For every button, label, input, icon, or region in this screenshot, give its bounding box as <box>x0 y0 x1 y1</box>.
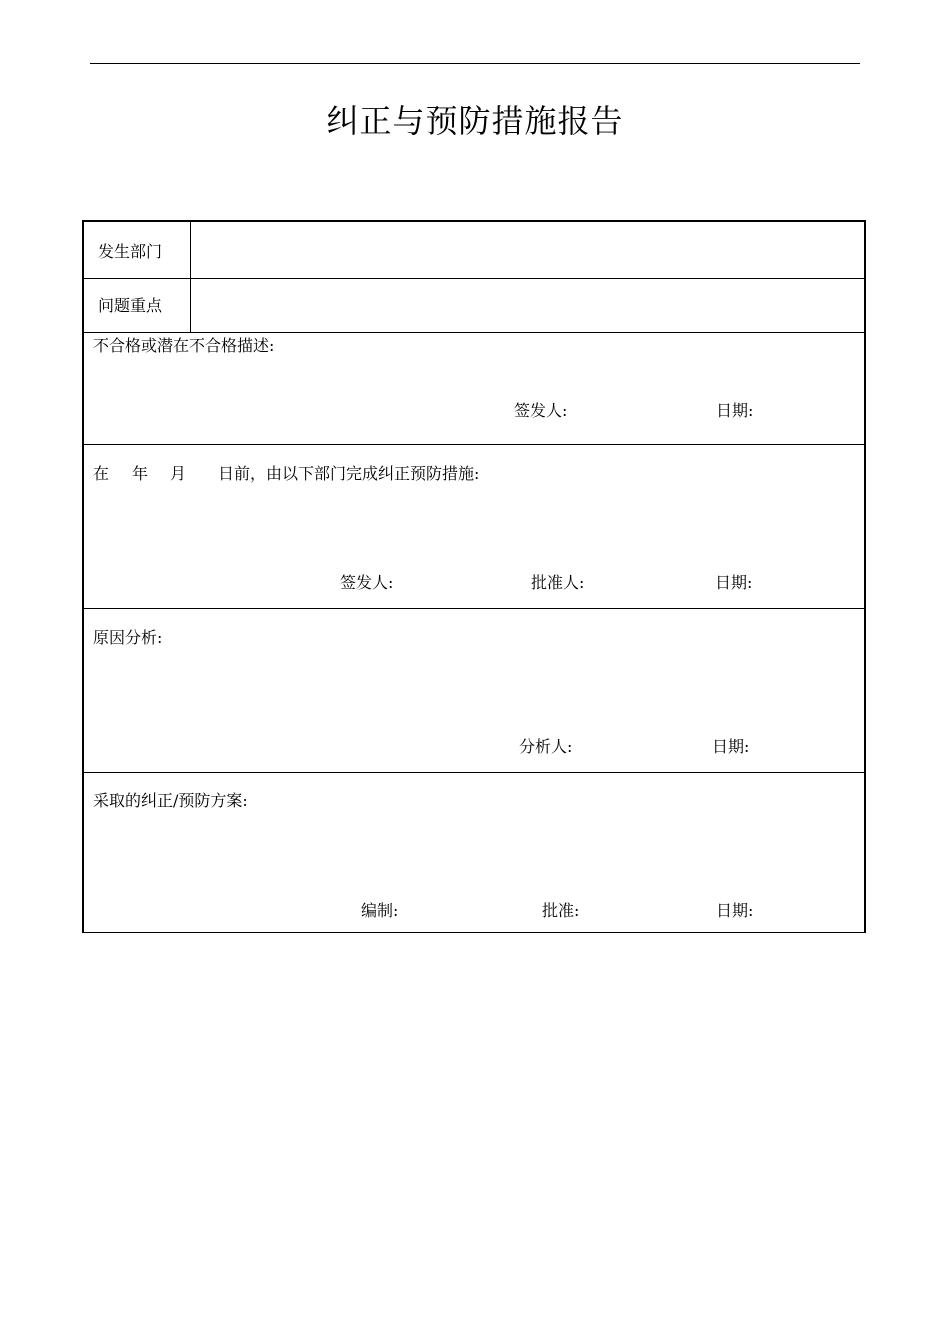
row-divider <box>84 332 864 333</box>
row-divider <box>84 444 864 445</box>
date-label: 日期: <box>712 737 750 756</box>
year-label: 年 <box>132 464 149 483</box>
department-field[interactable] <box>204 242 854 262</box>
approve-label: 批准: <box>542 901 580 920</box>
issuer-label: 签发人: <box>514 401 568 420</box>
report-form <box>82 220 866 933</box>
deadline-text: 日前，由以下部门完成纠正预防措施: <box>218 464 480 483</box>
issuer-label: 签发人: <box>340 573 394 592</box>
page-title: 纠正与预防措施报告 <box>326 102 624 140</box>
issue-focus-label: 问题重点 <box>98 296 163 315</box>
nonconformity-heading: 不合格或潜在不合格描述: <box>93 336 275 355</box>
date-label: 日期: <box>715 573 753 592</box>
author-label: 编制: <box>361 901 399 920</box>
month-label: 月 <box>170 464 187 483</box>
approver-label: 批准人: <box>531 573 585 592</box>
analyst-label: 分析人: <box>519 737 573 756</box>
date-label: 日期: <box>716 401 754 420</box>
plan-heading: 采取的纠正/预防方案: <box>93 791 248 810</box>
label-column-divider <box>190 222 191 332</box>
issue-focus-field[interactable] <box>204 296 854 316</box>
department-label: 发生部门 <box>98 242 163 261</box>
row-divider <box>84 278 864 279</box>
row-divider <box>84 608 864 609</box>
cause-heading: 原因分析: <box>93 628 163 647</box>
row-divider <box>84 772 864 773</box>
header-rule <box>90 63 860 64</box>
deadline-prefix: 在 <box>93 464 110 483</box>
date-label: 日期: <box>716 901 754 920</box>
